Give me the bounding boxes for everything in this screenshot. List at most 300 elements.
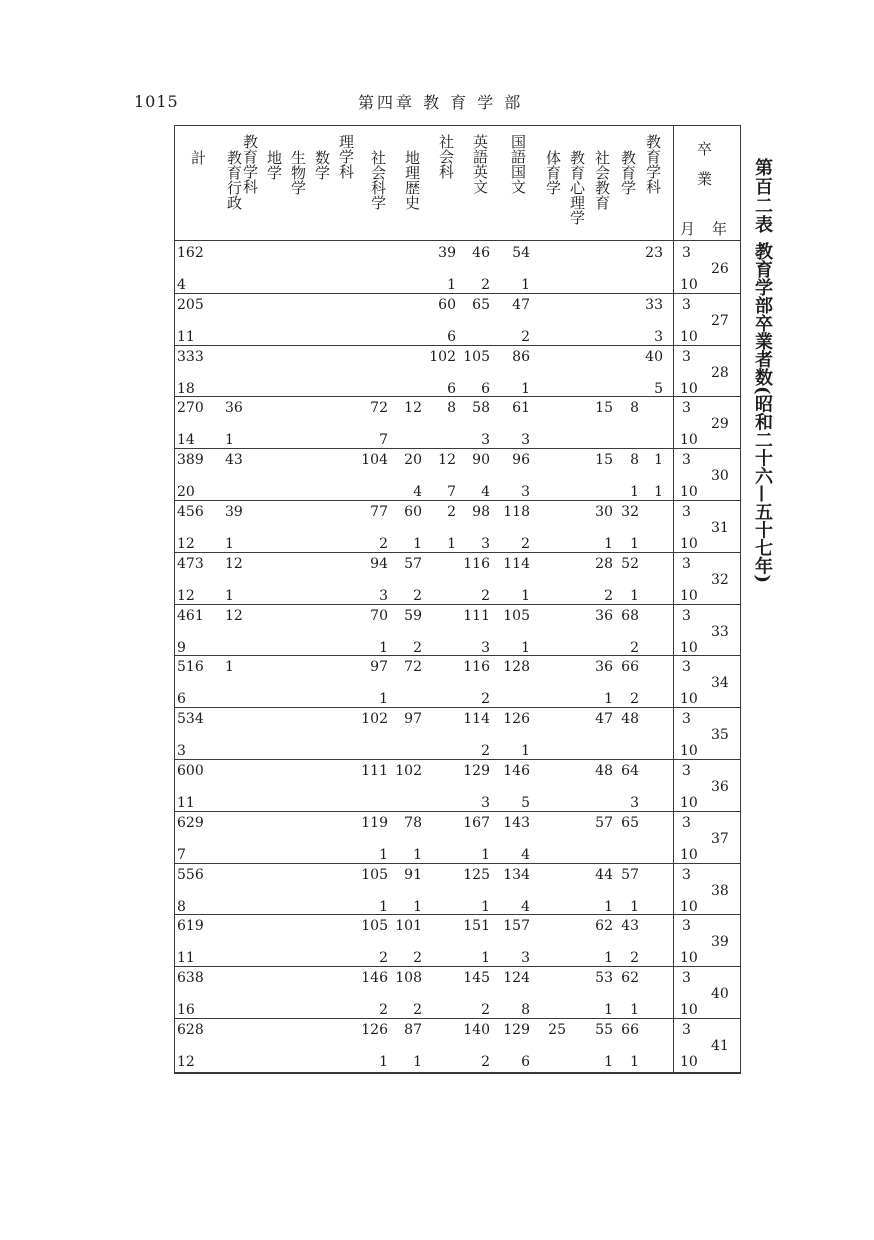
cell-month-second: 10 (680, 691, 698, 708)
cell-month-second: 10 (680, 587, 698, 604)
cell-japanese: 157 (503, 918, 530, 935)
cell-geo-history: 101 (395, 918, 422, 935)
cell-social-edu: 36 (595, 607, 613, 624)
cell-year: 35 (711, 727, 729, 744)
cell-geo-history: 97 (404, 711, 422, 728)
cell-social-edu-second: 1 (604, 1002, 613, 1019)
cell-english-second: 2 (481, 1002, 490, 1019)
cell-social-edu: 57 (595, 814, 613, 831)
cell-english: 167 (463, 814, 490, 831)
cell-pedagogy-second: 1 (630, 898, 639, 915)
cell-english-second: 2 (481, 277, 490, 293)
row-divider (174, 811, 673, 812)
cell-geo-history: 91 (404, 866, 422, 883)
row-divider-year (673, 448, 740, 449)
header-month: 月 (680, 220, 696, 238)
cell-japanese: 61 (512, 400, 530, 417)
cell-pedagogy-second: 1 (630, 1054, 639, 1070)
cell-month-second: 10 (680, 328, 698, 345)
header-edu-psychology: 教育心理学 (568, 150, 586, 225)
cell-social-dept: 12 (438, 452, 456, 469)
cell-japanese-second: 1 (521, 639, 530, 656)
cell-japanese-second: 3 (521, 484, 530, 501)
cell-japanese: 124 (503, 970, 530, 987)
cell-month-second: 10 (680, 1054, 698, 1070)
cell-total: 162 (177, 245, 204, 261)
cell-edu-admin: 1 (225, 659, 234, 676)
cell-social-science: 94 (370, 555, 388, 572)
cell-english: 129 (463, 763, 490, 779)
row-divider (174, 863, 673, 864)
cell-english: 98 (472, 504, 490, 520)
header-graduation-2: 業 (697, 170, 713, 188)
row-divider-year (673, 293, 740, 294)
cell-year: 29 (711, 416, 729, 433)
cell-social-dept-second: 6 (447, 380, 456, 397)
row-divider-year (673, 604, 740, 605)
cell-social-edu: 53 (595, 970, 613, 987)
header-edu-sci: 教育学科 (241, 134, 259, 194)
cell-edu-admin-second: 1 (225, 432, 234, 449)
row-divider-year (673, 966, 740, 967)
cell-month: 3 (682, 918, 691, 935)
cell-edu-admin: 39 (225, 504, 243, 520)
cell-social-science-second: 1 (379, 846, 388, 863)
row-divider-year (673, 655, 740, 656)
cell-japanese-second: 1 (521, 743, 530, 760)
table-right-rule (740, 125, 741, 1073)
cell-edu-dept: 1 (654, 452, 663, 469)
cell-month: 3 (682, 296, 691, 313)
cell-total-second: 8 (177, 898, 186, 915)
cell-japanese: 126 (503, 711, 530, 728)
cell-total: 619 (177, 918, 204, 935)
cell-total: 600 (177, 763, 204, 779)
cell-social-dept: 60 (438, 296, 456, 313)
cell-edu-admin: 43 (225, 452, 243, 469)
cell-social-dept: 8 (447, 400, 456, 417)
cell-social-science-second: 1 (379, 639, 388, 656)
cell-month: 3 (682, 452, 691, 469)
cell-english: 125 (463, 866, 490, 883)
cell-english: 58 (472, 400, 490, 417)
cell-social-science: 119 (361, 814, 388, 831)
cell-geo-history-second: 2 (413, 1002, 422, 1019)
cell-social-edu: 47 (595, 711, 613, 728)
cell-english: 114 (463, 711, 490, 728)
row-divider (174, 552, 673, 553)
cell-social-science: 105 (361, 866, 388, 883)
cell-edu-admin-second: 1 (225, 536, 234, 552)
header-social-edu: 社会教育 (593, 150, 611, 210)
cell-month-second: 10 (680, 898, 698, 915)
cell-japanese-second: 2 (521, 328, 530, 345)
cell-pedagogy-second: 1 (630, 536, 639, 552)
cell-social-science: 111 (361, 763, 388, 779)
cell-total: 534 (177, 711, 204, 728)
cell-total: 333 (177, 348, 204, 365)
cell-edu-dept-second: 1 (654, 484, 663, 501)
cell-pedagogy-second: 2 (630, 950, 639, 967)
cell-year: 30 (711, 468, 729, 485)
cell-japanese: 54 (512, 245, 530, 261)
cell-total-second: 3 (177, 743, 186, 760)
cell-social-dept: 2 (447, 504, 456, 520)
cell-geo-history: 57 (404, 555, 422, 572)
cell-english-second: 3 (481, 536, 490, 552)
cell-total: 628 (177, 1022, 204, 1038)
cell-total: 205 (177, 296, 204, 313)
cell-japanese-second: 8 (521, 1002, 530, 1019)
cell-total: 638 (177, 970, 204, 987)
cell-japanese: 118 (503, 504, 530, 520)
table-title: 第百二表 (752, 158, 773, 234)
cell-geo-history: 20 (404, 452, 422, 469)
cell-social-science: 72 (370, 400, 388, 417)
cell-japanese-second: 6 (521, 1054, 530, 1070)
cell-pedagogy: 8 (630, 452, 639, 469)
cell-pedagogy: 52 (621, 555, 639, 572)
cell-social-science: 97 (370, 659, 388, 676)
cell-geo-history-second: 1 (413, 846, 422, 863)
cell-japanese: 86 (512, 348, 530, 365)
cell-year: 28 (711, 364, 729, 381)
header-geo-history: 地理歴史 (403, 150, 421, 210)
cell-geo-history-second: 4 (413, 484, 422, 501)
chapter-header: 第四章 教 育 学 部 (358, 93, 524, 112)
cell-pedagogy-second: 2 (630, 691, 639, 708)
header-english: 英語英文 (471, 134, 489, 194)
cell-english: 116 (463, 659, 490, 676)
cell-social-dept-second: 1 (447, 277, 456, 293)
cell-total: 556 (177, 866, 204, 883)
cell-japanese-second: 1 (521, 380, 530, 397)
cell-total: 473 (177, 555, 204, 572)
cell-pedagogy: 64 (621, 763, 639, 779)
cell-month: 3 (682, 245, 691, 261)
cell-social-edu: 15 (595, 400, 613, 417)
cell-total-second: 9 (177, 639, 186, 656)
cell-year: 31 (711, 520, 729, 536)
row-divider (174, 759, 673, 760)
cell-social-edu-second: 1 (604, 1054, 613, 1070)
row-divider (174, 707, 673, 708)
cell-month: 3 (682, 659, 691, 676)
cell-year: 39 (711, 934, 729, 951)
cell-edu-dept: 33 (645, 296, 663, 313)
cell-month-second: 10 (680, 484, 698, 501)
cell-social-edu-second: 2 (604, 587, 613, 604)
cell-social-edu: 36 (595, 659, 613, 676)
cell-geo-history-second: 2 (413, 639, 422, 656)
cell-english-second: 1 (481, 898, 490, 915)
cell-month: 3 (682, 555, 691, 572)
cell-social-edu: 48 (595, 763, 613, 779)
cell-geo-history-second: 2 (413, 950, 422, 967)
cell-english-second: 3 (481, 795, 490, 811)
cell-english: 90 (472, 452, 490, 469)
cell-pedagogy-second: 1 (630, 484, 639, 501)
cell-social-edu-second: 1 (604, 950, 613, 967)
table-top-rule (174, 125, 741, 126)
cell-total-second: 11 (177, 950, 195, 967)
cell-geo-history: 87 (404, 1022, 422, 1038)
cell-english: 105 (463, 348, 490, 365)
header-year: 年 (712, 220, 728, 238)
cell-month: 3 (682, 970, 691, 987)
cell-english-second: 6 (481, 380, 490, 397)
cell-social-science-second: 1 (379, 691, 388, 708)
cell-geo-history-second: 1 (413, 1054, 422, 1070)
cell-geo-history: 108 (395, 970, 422, 987)
row-divider-year (673, 759, 740, 760)
cell-year: 27 (711, 312, 729, 329)
cell-social-edu-second: 1 (604, 536, 613, 552)
cell-total-second: 6 (177, 691, 186, 708)
header-japanese: 国語国文 (509, 134, 527, 194)
row-divider (174, 396, 673, 397)
cell-total-second: 14 (177, 432, 195, 449)
header-math: 数学 (313, 150, 331, 180)
cell-total-second: 20 (177, 484, 195, 501)
cell-english: 145 (463, 970, 490, 987)
cell-year: 41 (711, 1038, 729, 1054)
cell-pedagogy: 48 (621, 711, 639, 728)
cell-total-second: 16 (177, 1002, 195, 1019)
header-total: 計 (189, 150, 207, 165)
cell-year: 34 (711, 675, 729, 692)
cell-total-second: 7 (177, 846, 186, 863)
cell-edu-dept: 23 (645, 245, 663, 261)
cell-japanese-second: 2 (521, 536, 530, 552)
cell-english-second: 4 (481, 484, 490, 501)
cell-pedagogy: 62 (621, 970, 639, 987)
cell-japanese: 129 (503, 1022, 530, 1038)
header-edu-dept: 教育学科 (644, 134, 662, 194)
cell-geo-history: 78 (404, 814, 422, 831)
cell-social-science-second: 1 (379, 898, 388, 915)
cell-social-dept: 102 (429, 348, 456, 365)
cell-pe: 25 (548, 1022, 566, 1038)
cell-pedagogy: 65 (621, 814, 639, 831)
row-divider (174, 1018, 673, 1019)
cell-total-second: 4 (177, 277, 186, 293)
row-divider (174, 500, 673, 501)
cell-pedagogy: 66 (621, 1022, 639, 1038)
cell-pedagogy: 66 (621, 659, 639, 676)
cell-total-second: 18 (177, 380, 195, 397)
cell-edu-dept: 40 (645, 348, 663, 365)
cell-social-science-second: 7 (379, 432, 388, 449)
header-geology: 地学 (265, 150, 283, 180)
cell-social-science-second: 2 (379, 536, 388, 552)
cell-social-science: 104 (361, 452, 388, 469)
cell-social-science-second: 2 (379, 1002, 388, 1019)
cell-month: 3 (682, 348, 691, 365)
cell-japanese: 146 (503, 763, 530, 779)
cell-japanese: 47 (512, 296, 530, 313)
cell-pedagogy-second: 3 (630, 795, 639, 811)
cell-social-science-second: 1 (379, 1054, 388, 1070)
cell-month-second: 10 (680, 1002, 698, 1019)
cell-month: 3 (682, 1022, 691, 1038)
row-divider (174, 966, 673, 967)
cell-japanese: 143 (503, 814, 530, 831)
cell-social-science-second: 2 (379, 950, 388, 967)
row-divider-year (673, 811, 740, 812)
cell-social-edu: 28 (595, 555, 613, 572)
cell-english: 151 (463, 918, 490, 935)
cell-social-science: 146 (361, 970, 388, 987)
cell-pedagogy: 32 (621, 504, 639, 520)
cell-month: 3 (682, 607, 691, 624)
cell-geo-history: 59 (404, 607, 422, 624)
cell-month-second: 10 (680, 536, 698, 552)
cell-japanese-second: 3 (521, 950, 530, 967)
cell-english: 116 (463, 555, 490, 572)
cell-english-second: 2 (481, 743, 490, 760)
cell-japanese: 128 (503, 659, 530, 676)
cell-month: 3 (682, 711, 691, 728)
cell-year: 38 (711, 882, 729, 899)
cell-year: 37 (711, 830, 729, 847)
cell-japanese: 105 (503, 607, 530, 624)
header-graduation: 卒 (697, 140, 713, 158)
cell-month: 3 (682, 763, 691, 779)
year-column-divider (673, 125, 674, 1073)
cell-japanese: 96 (512, 452, 530, 469)
cell-japanese-second: 1 (521, 277, 530, 293)
row-divider (174, 293, 673, 294)
cell-english: 111 (463, 607, 490, 624)
cell-month-second: 10 (680, 380, 698, 397)
row-divider-year (673, 552, 740, 553)
cell-total: 389 (177, 452, 204, 469)
cell-social-science: 70 (370, 607, 388, 624)
cell-social-edu: 55 (595, 1022, 613, 1038)
cell-japanese-second: 5 (521, 795, 530, 811)
cell-social-edu: 15 (595, 452, 613, 469)
header-pedagogy: 教育学 (619, 150, 637, 195)
cell-english-second: 3 (481, 639, 490, 656)
cell-social-science: 77 (370, 504, 388, 520)
cell-month-second: 10 (680, 277, 698, 293)
cell-social-dept-second: 7 (447, 484, 456, 501)
cell-edu-dept-second: 3 (654, 328, 663, 345)
cell-english-second: 2 (481, 691, 490, 708)
cell-english: 65 (472, 296, 490, 313)
cell-english: 140 (463, 1022, 490, 1038)
cell-year: 40 (711, 986, 729, 1003)
cell-total-second: 12 (177, 587, 195, 604)
cell-edu-admin: 12 (225, 607, 243, 624)
cell-english-second: 3 (481, 432, 490, 449)
cell-pedagogy: 68 (621, 607, 639, 624)
cell-geo-history: 102 (395, 763, 422, 779)
cell-month-second: 10 (680, 432, 698, 449)
row-divider (174, 448, 673, 449)
cell-social-edu: 44 (595, 866, 613, 883)
row-divider-year (673, 1018, 740, 1019)
cell-month-second: 10 (680, 639, 698, 656)
page-number: 1015 (134, 92, 179, 111)
cell-social-edu-second: 1 (604, 691, 613, 708)
cell-month-second: 10 (680, 846, 698, 863)
row-divider-year (673, 500, 740, 501)
table-subtitle: 教育学部卒業者数(昭和二十六—五十七年) (752, 242, 773, 584)
row-divider-year (673, 345, 740, 346)
cell-social-edu: 62 (595, 918, 613, 935)
cell-pedagogy-second: 1 (630, 1002, 639, 1019)
cell-total-second: 11 (177, 328, 195, 345)
cell-total-second: 12 (177, 1054, 195, 1070)
row-divider-year (673, 863, 740, 864)
cell-total-second: 11 (177, 795, 195, 811)
table-left-rule (174, 125, 175, 1073)
row-divider (174, 604, 673, 605)
cell-total-second: 12 (177, 536, 195, 552)
row-divider-year (673, 707, 740, 708)
row-divider-year (673, 396, 740, 397)
cell-social-edu-second: 1 (604, 898, 613, 915)
cell-month: 3 (682, 400, 691, 417)
cell-english-second: 1 (481, 950, 490, 967)
cell-month-second: 10 (680, 743, 698, 760)
cell-japanese-second: 1 (521, 587, 530, 604)
cell-edu-admin: 12 (225, 555, 243, 572)
cell-english-second: 2 (481, 1054, 490, 1070)
header-edu-admin: 教育行政 (225, 150, 243, 210)
cell-year: 32 (711, 571, 729, 588)
cell-geo-history: 60 (404, 504, 422, 520)
header-biology: 生物学 (289, 150, 307, 195)
cell-japanese-second: 4 (521, 898, 530, 915)
header-divider (174, 240, 741, 241)
cell-japanese: 134 (503, 866, 530, 883)
cell-social-edu: 30 (595, 504, 613, 520)
cell-month: 3 (682, 504, 691, 520)
cell-japanese-second: 3 (521, 432, 530, 449)
table-bottom-rule (174, 1072, 741, 1074)
cell-year: 33 (711, 623, 729, 640)
cell-pedagogy: 43 (621, 918, 639, 935)
cell-month: 3 (682, 814, 691, 831)
cell-total: 629 (177, 814, 204, 831)
cell-social-science: 102 (361, 711, 388, 728)
cell-month-second: 10 (680, 795, 698, 811)
header-pe: 体育学 (544, 150, 562, 195)
cell-total: 461 (177, 607, 204, 624)
row-divider (174, 914, 673, 915)
cell-month-second: 10 (680, 950, 698, 967)
cell-geo-history: 72 (404, 659, 422, 676)
cell-social-science: 105 (361, 918, 388, 935)
cell-total: 516 (177, 659, 204, 676)
cell-geo-history: 12 (404, 400, 422, 417)
cell-edu-admin: 36 (225, 400, 243, 417)
cell-japanese: 114 (503, 555, 530, 572)
cell-geo-history-second: 1 (413, 898, 422, 915)
cell-social-dept-second: 6 (447, 328, 456, 345)
cell-pedagogy-second: 1 (630, 587, 639, 604)
row-divider (174, 655, 673, 656)
cell-english-second: 2 (481, 587, 490, 604)
cell-year: 26 (711, 261, 729, 277)
cell-japanese-second: 4 (521, 846, 530, 863)
cell-social-dept: 39 (438, 245, 456, 261)
cell-social-dept-second: 1 (447, 536, 456, 552)
cell-edu-dept-second: 5 (654, 380, 663, 397)
